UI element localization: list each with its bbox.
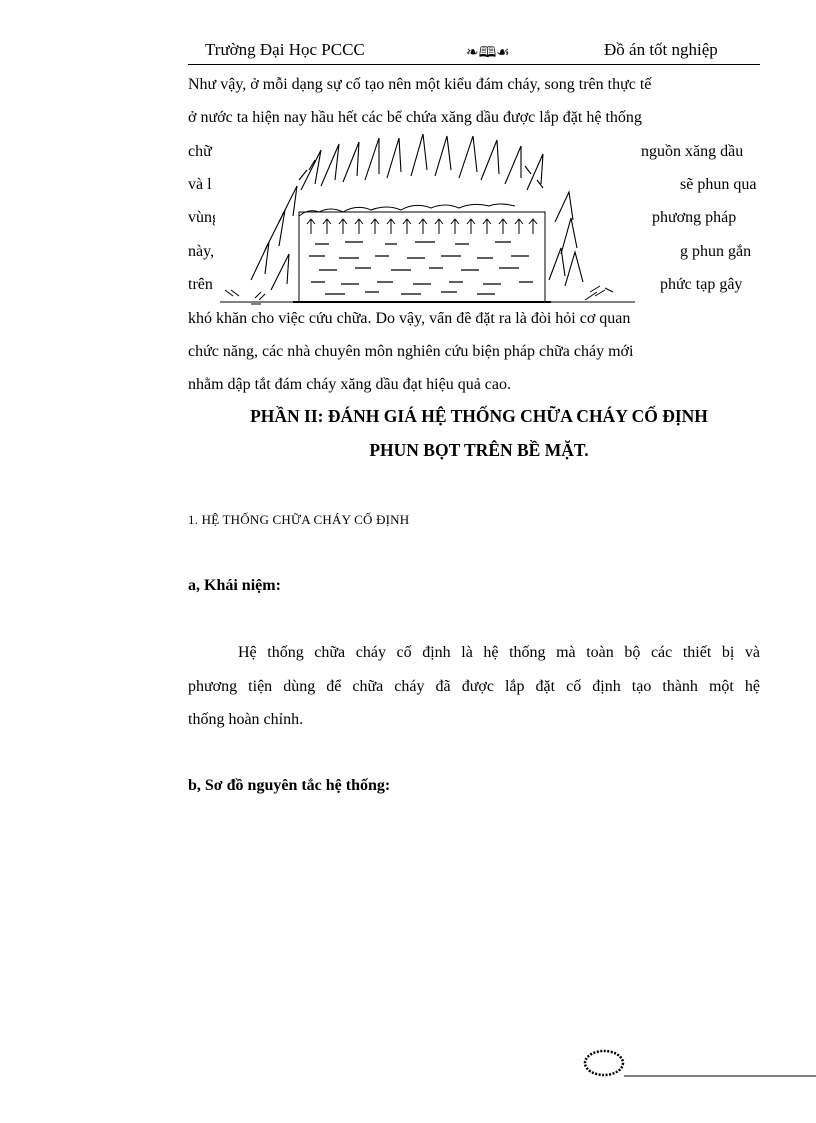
header-school: Trường Đại Học PCCC [205, 40, 365, 59]
ground-hatch-right [585, 286, 613, 300]
subsection-a-line-3: thống hoàn chỉnh. [188, 711, 304, 728]
para1-line-4-right: sẽ phun qua [680, 176, 757, 193]
subsection-b-title: b, Sơ đồ nguyên tắc hệ thống: [188, 777, 391, 794]
tank-body [299, 212, 545, 302]
para1-line-6-left: này, [188, 243, 215, 260]
para1-line-5-left: vùng [188, 209, 220, 226]
burning-tank-illustration [215, 130, 635, 312]
footer-ornament-ring [585, 1051, 623, 1075]
para1-line-10: nhằm dập tắt đám cháy xăng dầu đạt hiệu quả cao. [188, 376, 511, 393]
fuel-liquid [309, 242, 533, 294]
para1-line-6-right: g phun gắn [680, 243, 752, 260]
para1-line-5-right: phương pháp [652, 209, 737, 226]
para1-line-1: Như vậy, ở mỗi dạng sự cố tạo nên một kiểu đám cháy, song trên thực tế [188, 76, 652, 93]
part-heading-line-1: PHẦN II: ĐÁNH GIÁ HỆ THỐNG CHỮA CHÁY CỐ ĐỊNH [250, 406, 708, 426]
flame-arrows [307, 219, 537, 234]
part-heading-line-2: PHUN BỌT TRÊN BỀ MẶT. [369, 440, 589, 460]
subsection-a-line-1: Hệ thống chữa cháy cố định là hệ thống mà toàn bộ các thiết bị và [238, 644, 760, 661]
header-rule [188, 64, 760, 65]
para1-line-8: khó khăn cho việc cứu chữa. Do vậy, vấn đề đặt ra là đòi hỏi cơ quan [188, 310, 631, 327]
subsection-a-title: a, Khái niệm: [188, 577, 281, 594]
footer-ornament [582, 1049, 816, 1079]
header-title: Đồ án tốt nghiệp [604, 40, 718, 59]
header-ornament: ❧🕮☙ [466, 45, 510, 61]
para1-line-2: ở nước ta hiện nay hầu hết các bể chứa xăng dầu được lắp đặt hệ thống [188, 109, 642, 126]
section-1-title: 1. HỆ THỐNG CHỮA CHÁY CỐ ĐỊNH [188, 512, 410, 527]
foam-surface [299, 204, 515, 216]
para1-line-4-left: và l [188, 176, 212, 193]
subsection-a-line-2: phương tiện dùng để chữa cháy đã được lắp đặt cố định tạo thành một hệ [188, 678, 760, 695]
para1-line-7-right: phức tạp gây [660, 276, 743, 293]
para1-line-3-left: chữ [188, 143, 212, 160]
para1-line-3-right: nguồn xăng dầu [641, 143, 744, 160]
para1-line-9: chức năng, các nhà chuyên môn nghiên cứu biện pháp chữa cháy mới [188, 343, 634, 360]
para1-line-7-left: trên [188, 276, 213, 293]
